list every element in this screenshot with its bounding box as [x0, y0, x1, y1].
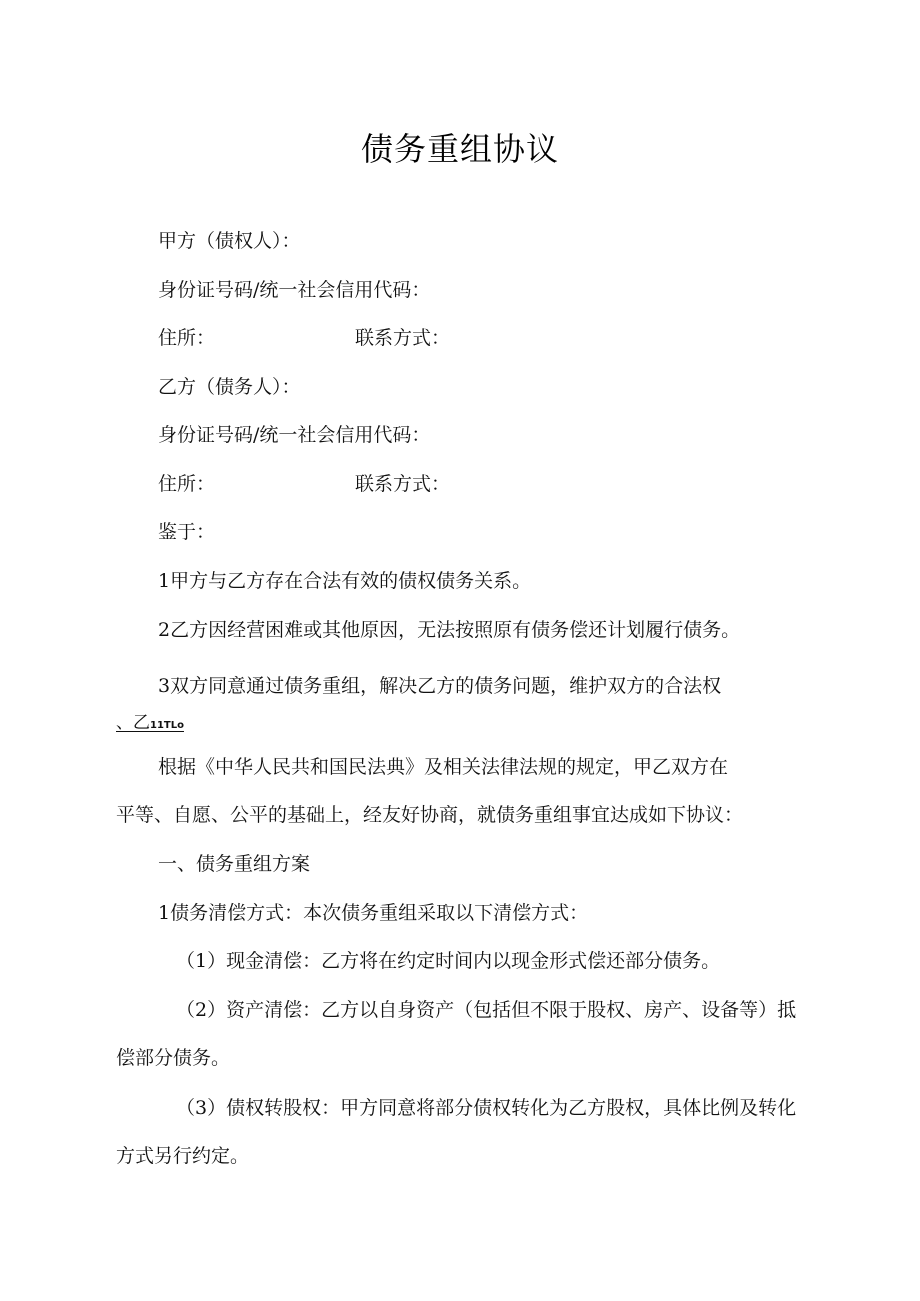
party-a-address-row	[158, 325, 450, 351]
party-b-address-row	[158, 471, 450, 497]
clause-1-sub-3-line-1: （3）债权转股权：甲方同意将部分债权转化为乙方股权，具体比例及转化	[176, 1097, 797, 1119]
clause-1-sub-3-line-2: 方式另行约定。	[116, 1145, 250, 1167]
party-a-contact-label: 联系方式：	[355, 327, 451, 349]
clause-1-sub-2-line-2: 偿部分债务。	[116, 1047, 231, 1069]
whereas-item-2: 2乙方因经营困难或其他原因，无法按照原有债务偿还计划履行债务。	[158, 619, 741, 641]
whereas-label: 鉴于：	[158, 521, 216, 543]
section-1-heading: 一、债务重组方案	[158, 853, 311, 875]
party-b-address-label: 住所：	[158, 473, 216, 495]
party-a-id-label: 身份证号码/统一社会信用代码：	[158, 279, 431, 301]
party-b-contact-label: 联系方式：	[355, 473, 451, 495]
party-b-id-label: 身份证号码/统一社会信用代码：	[158, 424, 431, 446]
preamble-line-2: 平等、自愿、公平的基础上，经友好协商，就债务重组事宜达成如下协议：	[116, 804, 744, 826]
whereas-item-3: 3双方同意通过债务重组，解决乙方的债务问题，维护双方的合法权	[158, 675, 722, 697]
party-b-label: 乙方（债务人）：	[158, 376, 301, 398]
party-a-address-label: 住所：	[158, 327, 216, 349]
whereas-item-3-continuation	[116, 712, 184, 737]
continuation-small-text: 11TLo	[150, 720, 184, 731]
continuation-main-text: 、乙	[116, 713, 150, 733]
party-a-label: 甲方（债权人）：	[158, 230, 301, 252]
document-title: 债务重组协议	[360, 130, 559, 168]
clause-1-sub-1: （1）现金清偿：乙方将在约定时间内以现金形式偿还部分债务。	[176, 950, 721, 972]
section-1-clause-1: 1债务清偿方式：本次债务重组采取以下清偿方式：	[158, 902, 589, 924]
clause-1-sub-2-line-1: （2）资产清偿：乙方以自身资产（包括但不限于股权、房产、设备等）抵	[176, 999, 797, 1021]
whereas-item-1: 1甲方与乙方存在合法有效的债权债务关系。	[158, 570, 532, 592]
preamble-line-1: 根据《中华人民共和国民法典》及相关法律法规的规定，甲乙双方在	[158, 756, 729, 778]
